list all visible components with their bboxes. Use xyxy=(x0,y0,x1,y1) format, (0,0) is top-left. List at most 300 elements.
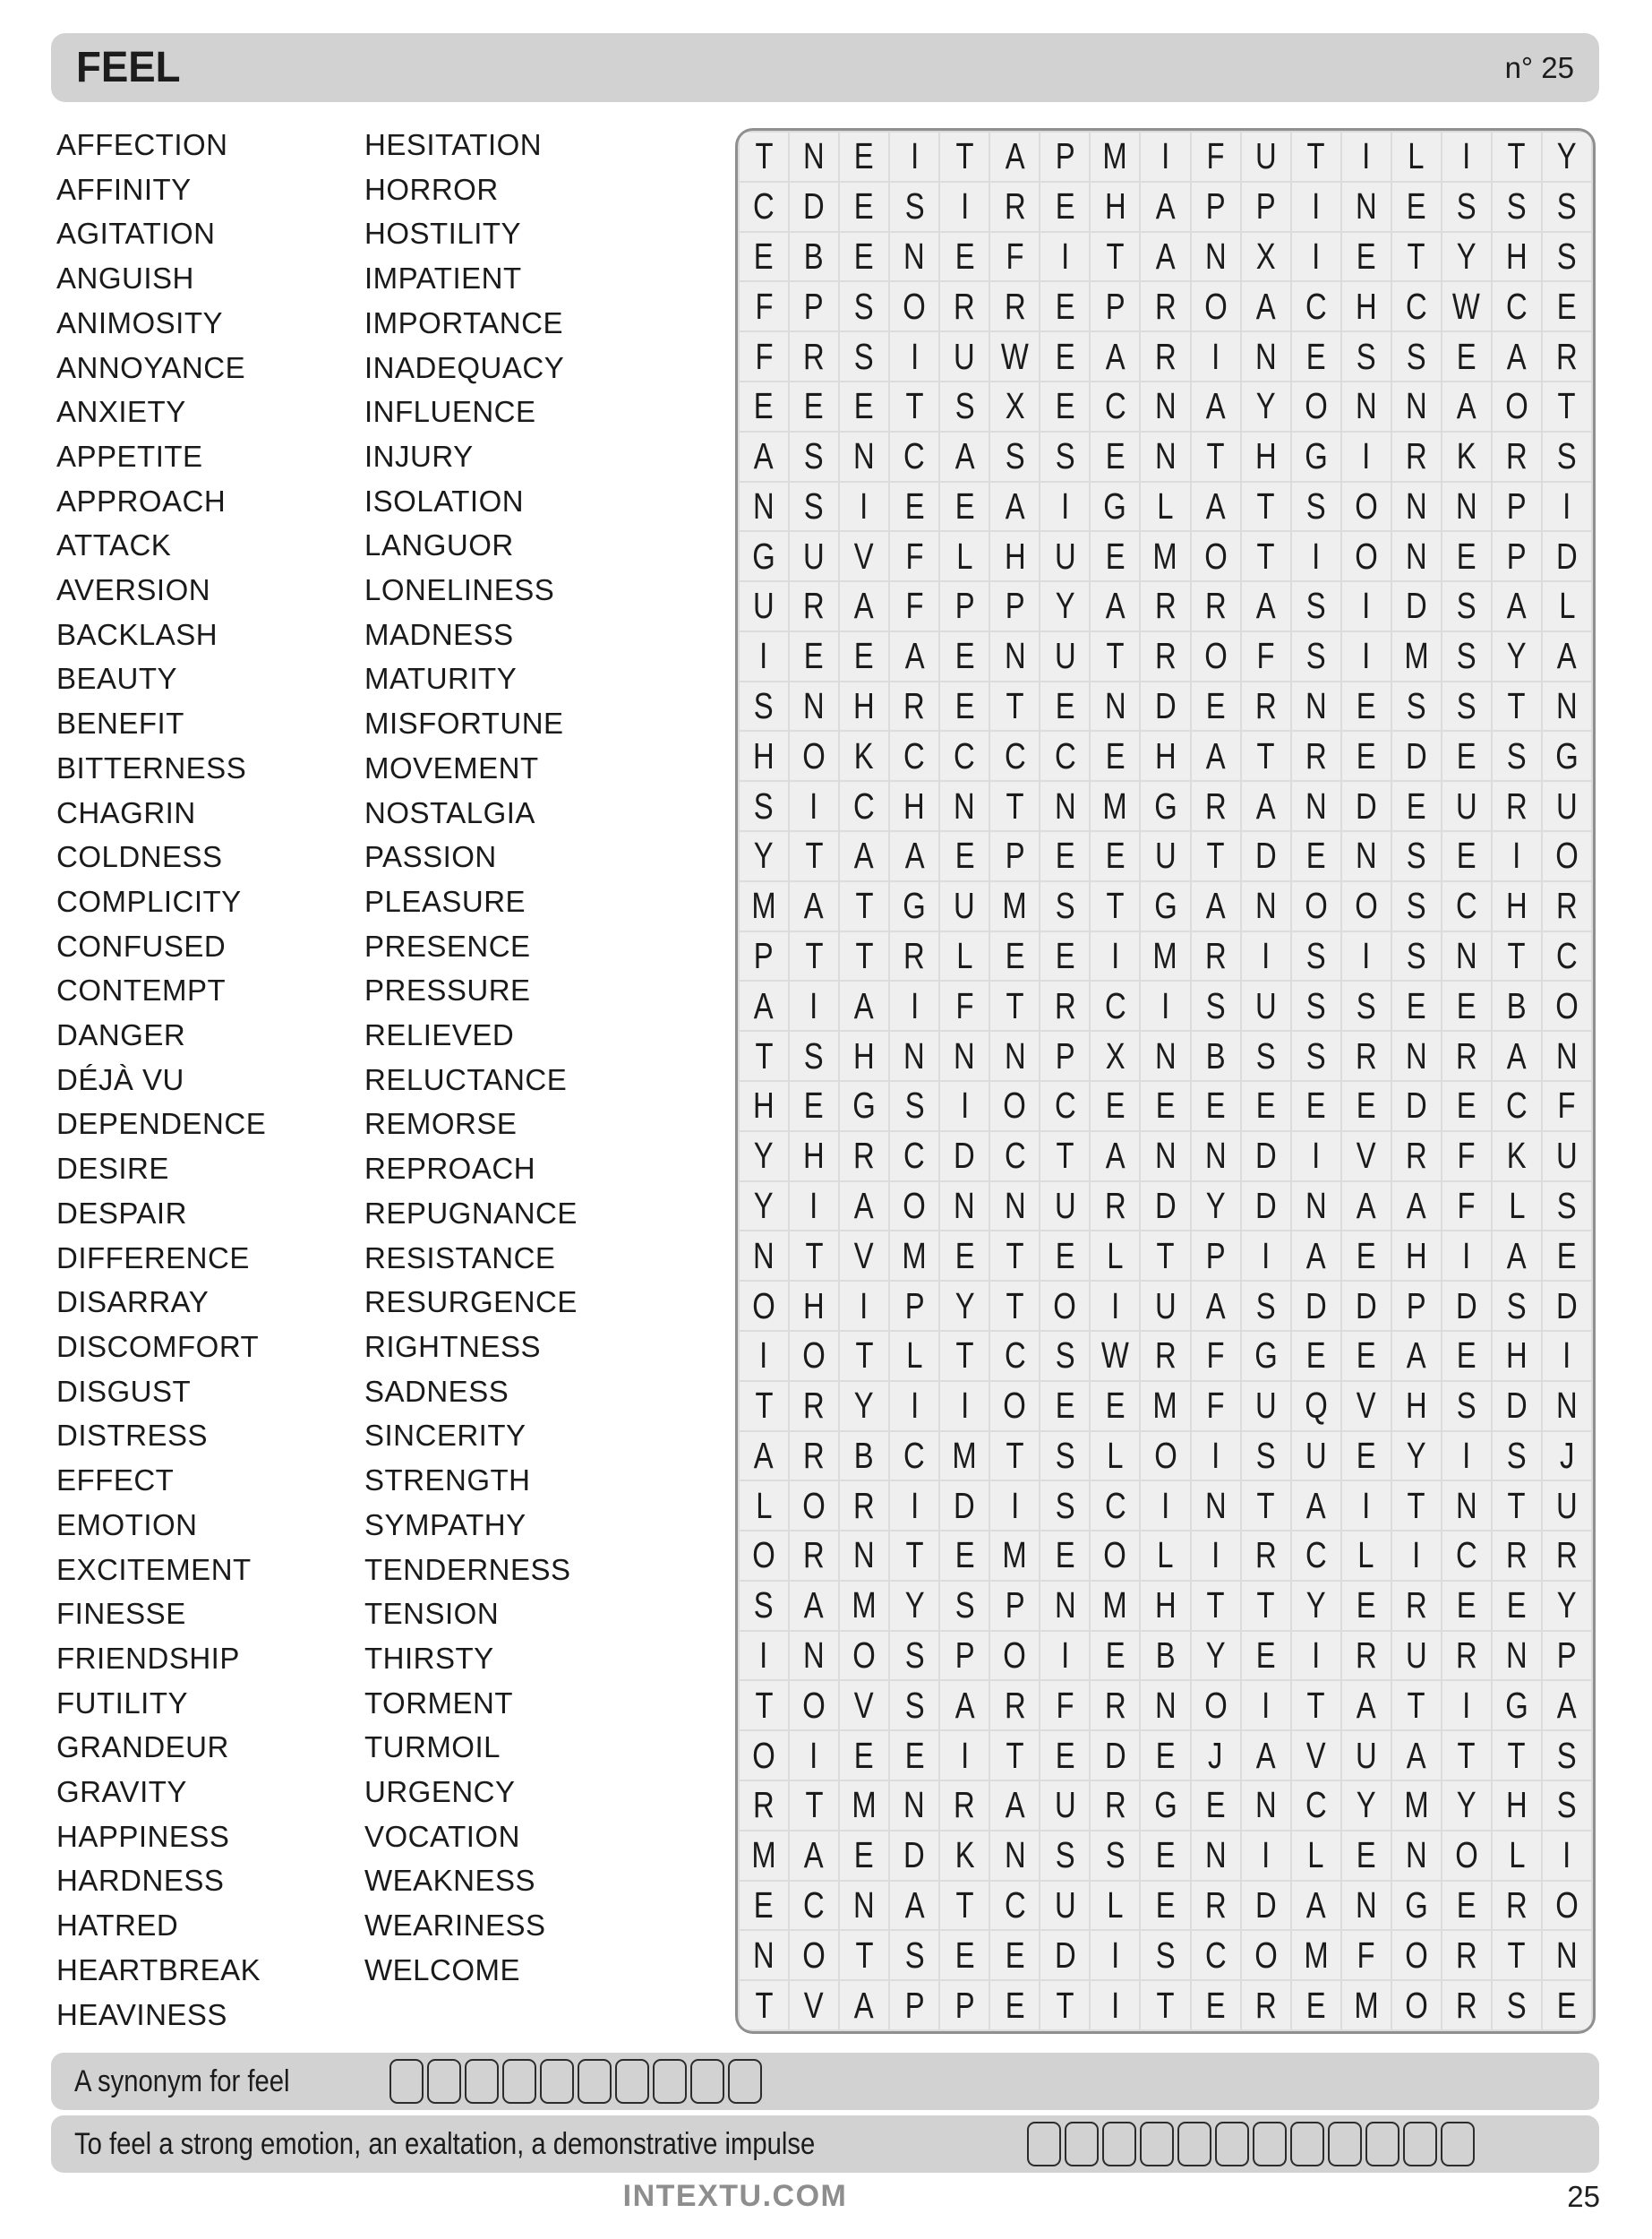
grid-cell[interactable] xyxy=(940,282,989,330)
grid-cell[interactable] xyxy=(1141,1432,1189,1480)
grid-cell[interactable] xyxy=(1543,183,1591,231)
grid-cell[interactable] xyxy=(990,1332,1039,1380)
grid-cell[interactable] xyxy=(1040,433,1089,481)
grid-cell[interactable] xyxy=(790,133,838,181)
grid-cell[interactable] xyxy=(840,1931,888,1979)
grid-cell[interactable] xyxy=(1040,1882,1089,1930)
grid-cell[interactable] xyxy=(1091,632,1139,681)
grid-cell[interactable] xyxy=(1493,832,1541,880)
grid-cell[interactable] xyxy=(1392,1082,1441,1130)
grid-cell[interactable] xyxy=(1141,882,1189,931)
grid-cell[interactable] xyxy=(1192,982,1240,1030)
grid-cell[interactable] xyxy=(1342,982,1391,1030)
grid-cell[interactable] xyxy=(1192,1231,1240,1280)
grid-cell[interactable] xyxy=(990,1531,1039,1580)
grid-cell[interactable] xyxy=(790,1231,838,1280)
answer-box[interactable] xyxy=(1102,2122,1136,2166)
grid-cell[interactable] xyxy=(1392,1132,1441,1180)
grid-cell[interactable] xyxy=(940,782,989,830)
grid-cell[interactable] xyxy=(1242,532,1290,580)
grid-cell[interactable] xyxy=(890,932,938,981)
grid-cell[interactable] xyxy=(1493,1481,1541,1530)
grid-cell[interactable] xyxy=(890,332,938,381)
grid-cell[interactable] xyxy=(1091,183,1139,231)
grid-cell[interactable] xyxy=(890,1182,938,1231)
grid-cell[interactable] xyxy=(1543,1231,1591,1280)
grid-cell[interactable] xyxy=(1392,183,1441,231)
grid-cell[interactable] xyxy=(1292,1182,1340,1231)
grid-cell[interactable] xyxy=(740,1231,788,1280)
grid-cell[interactable] xyxy=(740,882,788,931)
grid-cell[interactable] xyxy=(940,483,989,531)
grid-cell[interactable] xyxy=(740,1531,788,1580)
grid-cell[interactable] xyxy=(940,1332,989,1380)
grid-cell[interactable] xyxy=(1442,1832,1491,1880)
grid-cell[interactable] xyxy=(1091,1531,1139,1580)
grid-cell[interactable] xyxy=(1493,183,1541,231)
grid-cell[interactable] xyxy=(1342,532,1391,580)
grid-cell[interactable] xyxy=(1192,582,1240,631)
grid-cell[interactable] xyxy=(1141,183,1189,231)
grid-cell[interactable] xyxy=(1342,332,1391,381)
grid-cell[interactable] xyxy=(1493,1032,1541,1080)
grid-cell[interactable] xyxy=(1091,1781,1139,1830)
grid-cell[interactable] xyxy=(990,1282,1039,1330)
grid-cell[interactable] xyxy=(1442,732,1491,780)
grid-cell[interactable] xyxy=(1292,1681,1340,1729)
grid-cell[interactable] xyxy=(1040,1382,1089,1430)
grid-cell[interactable] xyxy=(1392,582,1441,631)
grid-cell[interactable] xyxy=(940,932,989,981)
answer-box[interactable] xyxy=(427,2059,461,2104)
grid-cell[interactable] xyxy=(1040,682,1089,731)
grid-cell[interactable] xyxy=(1141,1132,1189,1180)
grid-cell[interactable] xyxy=(1342,483,1391,531)
grid-cell[interactable] xyxy=(990,133,1039,181)
grid-cell[interactable] xyxy=(1493,1432,1541,1480)
grid-cell[interactable] xyxy=(1392,1582,1441,1630)
grid-cell[interactable] xyxy=(1292,1132,1340,1180)
grid-cell[interactable] xyxy=(1192,832,1240,880)
grid-cell[interactable] xyxy=(1192,1731,1240,1780)
grid-cell[interactable] xyxy=(840,1382,888,1430)
grid-cell[interactable] xyxy=(790,433,838,481)
grid-cell[interactable] xyxy=(1543,1382,1591,1430)
grid-cell[interactable] xyxy=(790,1282,838,1330)
grid-cell[interactable] xyxy=(940,682,989,731)
grid-cell[interactable] xyxy=(840,1531,888,1580)
grid-cell[interactable] xyxy=(1493,1282,1541,1330)
grid-cell[interactable] xyxy=(740,682,788,731)
grid-cell[interactable] xyxy=(740,1632,788,1680)
grid-cell[interactable] xyxy=(1342,1481,1391,1530)
grid-cell[interactable] xyxy=(790,782,838,830)
grid-cell[interactable] xyxy=(1091,1082,1139,1130)
grid-cell[interactable] xyxy=(1543,282,1591,330)
grid-cell[interactable] xyxy=(840,1731,888,1780)
grid-cell[interactable] xyxy=(1543,1731,1591,1780)
grid-cell[interactable] xyxy=(940,582,989,631)
answer-box[interactable] xyxy=(1328,2122,1362,2166)
grid-cell[interactable] xyxy=(1342,932,1391,981)
grid-cell[interactable] xyxy=(1292,433,1340,481)
grid-cell[interactable] xyxy=(1292,1582,1340,1630)
grid-cell[interactable] xyxy=(790,483,838,531)
grid-cell[interactable] xyxy=(990,1481,1039,1530)
grid-cell[interactable] xyxy=(1442,382,1491,431)
grid-cell[interactable] xyxy=(840,1582,888,1630)
grid-cell[interactable] xyxy=(1192,1382,1240,1430)
grid-cell[interactable] xyxy=(1442,1282,1491,1330)
grid-cell[interactable] xyxy=(1292,1882,1340,1930)
grid-cell[interactable] xyxy=(1442,632,1491,681)
grid-cell[interactable] xyxy=(740,1681,788,1729)
grid-cell[interactable] xyxy=(790,1681,838,1729)
grid-cell[interactable] xyxy=(940,1082,989,1130)
grid-cell[interactable] xyxy=(1192,133,1240,181)
grid-cell[interactable] xyxy=(990,1781,1039,1830)
grid-cell[interactable] xyxy=(1292,582,1340,631)
grid-cell[interactable] xyxy=(1141,1382,1189,1430)
grid-cell[interactable] xyxy=(1141,483,1189,531)
grid-cell[interactable] xyxy=(940,1681,989,1729)
grid-cell[interactable] xyxy=(1493,1981,1541,2029)
grid-cell[interactable] xyxy=(990,1231,1039,1280)
grid-cell[interactable] xyxy=(790,233,838,281)
grid-cell[interactable] xyxy=(1141,1182,1189,1231)
grid-cell[interactable] xyxy=(940,1382,989,1430)
grid-cell[interactable] xyxy=(740,1882,788,1930)
grid-cell[interactable] xyxy=(1242,332,1290,381)
grid-cell[interactable] xyxy=(1292,832,1340,880)
grid-cell[interactable] xyxy=(1091,1981,1139,2029)
grid-cell[interactable] xyxy=(990,982,1039,1030)
grid-cell[interactable] xyxy=(1493,682,1541,731)
grid-cell[interactable] xyxy=(890,1132,938,1180)
grid-cell[interactable] xyxy=(940,133,989,181)
grid-cell[interactable] xyxy=(1192,782,1240,830)
grid-cell[interactable] xyxy=(740,233,788,281)
grid-cell[interactable] xyxy=(1493,1582,1541,1630)
grid-cell[interactable] xyxy=(1091,1231,1139,1280)
grid-cell[interactable] xyxy=(1292,1082,1340,1130)
grid-cell[interactable] xyxy=(1342,1781,1391,1830)
grid-cell[interactable] xyxy=(990,732,1039,780)
grid-cell[interactable] xyxy=(1192,1432,1240,1480)
grid-cell[interactable] xyxy=(1442,882,1491,931)
grid-cell[interactable] xyxy=(990,1632,1039,1680)
grid-cell[interactable] xyxy=(890,532,938,580)
grid-cell[interactable] xyxy=(740,1332,788,1380)
grid-cell[interactable] xyxy=(1040,1781,1089,1830)
grid-cell[interactable] xyxy=(740,832,788,880)
grid-cell[interactable] xyxy=(890,1032,938,1080)
grid-cell[interactable] xyxy=(1493,1231,1541,1280)
grid-cell[interactable] xyxy=(890,732,938,780)
grid-cell[interactable] xyxy=(1543,1931,1591,1979)
grid-cell[interactable] xyxy=(740,1282,788,1330)
grid-cell[interactable] xyxy=(1242,382,1290,431)
grid-cell[interactable] xyxy=(840,233,888,281)
grid-cell[interactable] xyxy=(740,532,788,580)
grid-cell[interactable] xyxy=(1392,332,1441,381)
grid-cell[interactable] xyxy=(790,1332,838,1380)
grid-cell[interactable] xyxy=(1292,882,1340,931)
grid-cell[interactable] xyxy=(890,282,938,330)
grid-cell[interactable] xyxy=(1493,1681,1541,1729)
grid-cell[interactable] xyxy=(1091,1832,1139,1880)
grid-cell[interactable] xyxy=(1091,1332,1139,1380)
grid-cell[interactable] xyxy=(1192,1032,1240,1080)
grid-cell[interactable] xyxy=(790,632,838,681)
grid-cell[interactable] xyxy=(1392,1681,1441,1729)
grid-cell[interactable] xyxy=(1141,1981,1189,2029)
grid-cell[interactable] xyxy=(1493,582,1541,631)
grid-cell[interactable] xyxy=(1543,1282,1591,1330)
grid-cell[interactable] xyxy=(1040,832,1089,880)
grid-cell[interactable] xyxy=(790,382,838,431)
grid-cell[interactable] xyxy=(940,1931,989,1979)
grid-cell[interactable] xyxy=(1141,332,1189,381)
grid-cell[interactable] xyxy=(1141,1082,1189,1130)
grid-cell[interactable] xyxy=(1040,1731,1089,1780)
grid-cell[interactable] xyxy=(1543,682,1591,731)
grid-cell[interactable] xyxy=(840,282,888,330)
grid-cell[interactable] xyxy=(1242,1282,1290,1330)
grid-cell[interactable] xyxy=(1392,732,1441,780)
grid-cell[interactable] xyxy=(1242,483,1290,531)
grid-cell[interactable] xyxy=(990,1132,1039,1180)
grid-cell[interactable] xyxy=(1342,1582,1391,1630)
grid-cell[interactable] xyxy=(1342,1332,1391,1380)
grid-cell[interactable] xyxy=(890,682,938,731)
grid-cell[interactable] xyxy=(990,1582,1039,1630)
grid-cell[interactable] xyxy=(1392,632,1441,681)
grid-cell[interactable] xyxy=(1292,1632,1340,1680)
grid-cell[interactable] xyxy=(790,832,838,880)
grid-cell[interactable] xyxy=(1442,332,1491,381)
grid-cell[interactable] xyxy=(740,1182,788,1231)
grid-cell[interactable] xyxy=(990,882,1039,931)
grid-cell[interactable] xyxy=(1091,1882,1139,1930)
grid-cell[interactable] xyxy=(790,1632,838,1680)
grid-cell[interactable] xyxy=(1192,233,1240,281)
grid-cell[interactable] xyxy=(890,1481,938,1530)
grid-cell[interactable] xyxy=(890,1832,938,1880)
grid-cell[interactable] xyxy=(840,433,888,481)
grid-cell[interactable] xyxy=(890,632,938,681)
grid-cell[interactable] xyxy=(1442,982,1491,1030)
grid-cell[interactable] xyxy=(1091,682,1139,731)
grid-cell[interactable] xyxy=(1242,1032,1290,1080)
grid-cell[interactable] xyxy=(840,1681,888,1729)
grid-cell[interactable] xyxy=(740,1432,788,1480)
grid-cell[interactable] xyxy=(1342,1931,1391,1979)
grid-cell[interactable] xyxy=(1442,1481,1491,1530)
grid-cell[interactable] xyxy=(940,982,989,1030)
grid-cell[interactable] xyxy=(1040,1681,1089,1729)
answer-box[interactable] xyxy=(1065,2122,1099,2166)
grid-cell[interactable] xyxy=(840,1231,888,1280)
grid-cell[interactable] xyxy=(1543,1882,1591,1930)
grid-cell[interactable] xyxy=(1493,782,1541,830)
grid-cell[interactable] xyxy=(890,1531,938,1580)
grid-cell[interactable] xyxy=(1141,632,1189,681)
grid-cell[interactable] xyxy=(1342,282,1391,330)
grid-cell[interactable] xyxy=(1040,133,1089,181)
grid-cell[interactable] xyxy=(1392,782,1441,830)
grid-cell[interactable] xyxy=(1392,932,1441,981)
grid-cell[interactable] xyxy=(1392,1981,1441,2029)
grid-cell[interactable] xyxy=(1192,732,1240,780)
grid-cell[interactable] xyxy=(790,582,838,631)
grid-cell[interactable] xyxy=(1040,1531,1089,1580)
grid-cell[interactable] xyxy=(1192,282,1240,330)
grid-cell[interactable] xyxy=(1342,732,1391,780)
grid-cell[interactable] xyxy=(1342,1382,1391,1430)
grid-cell[interactable] xyxy=(1442,1681,1491,1729)
grid-cell[interactable] xyxy=(1392,1882,1441,1930)
grid-cell[interactable] xyxy=(840,832,888,880)
grid-cell[interactable] xyxy=(1392,133,1441,181)
grid-cell[interactable] xyxy=(990,632,1039,681)
grid-cell[interactable] xyxy=(1493,1832,1541,1880)
grid-cell[interactable] xyxy=(740,932,788,981)
grid-cell[interactable] xyxy=(1141,582,1189,631)
grid-cell[interactable] xyxy=(790,982,838,1030)
grid-cell[interactable] xyxy=(1292,1332,1340,1380)
grid-cell[interactable] xyxy=(1292,1382,1340,1430)
grid-cell[interactable] xyxy=(1141,1731,1189,1780)
grid-cell[interactable] xyxy=(1342,582,1391,631)
grid-cell[interactable] xyxy=(1493,1531,1541,1580)
grid-cell[interactable] xyxy=(1342,632,1391,681)
grid-cell[interactable] xyxy=(840,133,888,181)
answer-box[interactable] xyxy=(1365,2122,1399,2166)
grid-cell[interactable] xyxy=(990,332,1039,381)
answer-box[interactable] xyxy=(1253,2122,1287,2166)
grid-cell[interactable] xyxy=(1091,332,1139,381)
grid-cell[interactable] xyxy=(1292,682,1340,731)
grid-cell[interactable] xyxy=(1040,332,1089,381)
grid-cell[interactable] xyxy=(1040,732,1089,780)
grid-cell[interactable] xyxy=(1292,1731,1340,1780)
grid-cell[interactable] xyxy=(1342,433,1391,481)
grid-cell[interactable] xyxy=(1392,1231,1441,1280)
grid-cell[interactable] xyxy=(740,1582,788,1630)
grid-cell[interactable] xyxy=(740,1382,788,1430)
grid-cell[interactable] xyxy=(1242,632,1290,681)
grid-cell[interactable] xyxy=(1342,133,1391,181)
grid-cell[interactable] xyxy=(1292,233,1340,281)
grid-cell[interactable] xyxy=(790,1182,838,1231)
grid-cell[interactable] xyxy=(1292,1481,1340,1530)
grid-cell[interactable] xyxy=(990,1032,1039,1080)
grid-cell[interactable] xyxy=(840,782,888,830)
grid-cell[interactable] xyxy=(1091,433,1139,481)
grid-cell[interactable] xyxy=(1392,1282,1441,1330)
grid-cell[interactable] xyxy=(940,732,989,780)
grid-cell[interactable] xyxy=(890,133,938,181)
grid-cell[interactable] xyxy=(1543,1082,1591,1130)
grid-cell[interactable] xyxy=(1392,982,1441,1030)
grid-cell[interactable] xyxy=(990,483,1039,531)
grid-cell[interactable] xyxy=(1192,1332,1240,1380)
grid-cell[interactable] xyxy=(1141,732,1189,780)
grid-cell[interactable] xyxy=(1543,982,1591,1030)
grid-cell[interactable] xyxy=(1543,1582,1591,1630)
grid-cell[interactable] xyxy=(1292,932,1340,981)
grid-cell[interactable] xyxy=(1192,1832,1240,1880)
grid-cell[interactable] xyxy=(990,1731,1039,1780)
grid-cell[interactable] xyxy=(1342,782,1391,830)
grid-cell[interactable] xyxy=(1242,782,1290,830)
grid-cell[interactable] xyxy=(1493,433,1541,481)
grid-cell[interactable] xyxy=(1091,483,1139,531)
grid-cell[interactable] xyxy=(1292,1231,1340,1280)
grid-cell[interactable] xyxy=(1442,1731,1491,1780)
grid-cell[interactable] xyxy=(1493,1731,1541,1780)
grid-cell[interactable] xyxy=(790,282,838,330)
grid-cell[interactable] xyxy=(1141,1781,1189,1830)
grid-cell[interactable] xyxy=(1342,1731,1391,1780)
grid-cell[interactable] xyxy=(1493,982,1541,1030)
grid-cell[interactable] xyxy=(790,1882,838,1930)
grid-cell[interactable] xyxy=(1342,183,1391,231)
grid-cell[interactable] xyxy=(1442,1781,1491,1830)
grid-cell[interactable] xyxy=(1242,1332,1290,1380)
grid-cell[interactable] xyxy=(1442,582,1491,631)
grid-cell[interactable] xyxy=(790,682,838,731)
grid-cell[interactable] xyxy=(940,1132,989,1180)
grid-cell[interactable] xyxy=(1342,1182,1391,1231)
grid-cell[interactable] xyxy=(1040,1182,1089,1231)
grid-cell[interactable] xyxy=(790,332,838,381)
grid-cell[interactable] xyxy=(990,183,1039,231)
grid-cell[interactable] xyxy=(1242,1731,1290,1780)
grid-cell[interactable] xyxy=(1493,1082,1541,1130)
grid-cell[interactable] xyxy=(1192,483,1240,531)
answer-box[interactable] xyxy=(615,2059,649,2104)
grid-cell[interactable] xyxy=(1292,183,1340,231)
grid-cell[interactable] xyxy=(1543,1432,1591,1480)
grid-cell[interactable] xyxy=(1493,882,1541,931)
grid-cell[interactable] xyxy=(790,1981,838,2029)
grid-cell[interactable] xyxy=(1141,1481,1189,1530)
grid-cell[interactable] xyxy=(990,1832,1039,1880)
grid-cell[interactable] xyxy=(1392,882,1441,931)
grid-cell[interactable] xyxy=(1242,233,1290,281)
grid-cell[interactable] xyxy=(940,1032,989,1080)
grid-cell[interactable] xyxy=(840,1882,888,1930)
grid-cell[interactable] xyxy=(890,1681,938,1729)
grid-cell[interactable] xyxy=(740,1132,788,1180)
grid-cell[interactable] xyxy=(940,1582,989,1630)
grid-cell[interactable] xyxy=(1242,682,1290,731)
grid-cell[interactable] xyxy=(1342,1632,1391,1680)
grid-cell[interactable] xyxy=(890,483,938,531)
grid-cell[interactable] xyxy=(790,1032,838,1080)
grid-cell[interactable] xyxy=(740,1981,788,2029)
grid-cell[interactable] xyxy=(1442,532,1491,580)
grid-cell[interactable] xyxy=(1442,282,1491,330)
grid-cell[interactable] xyxy=(740,1781,788,1830)
grid-cell[interactable] xyxy=(1141,1282,1189,1330)
grid-cell[interactable] xyxy=(1192,682,1240,731)
grid-cell[interactable] xyxy=(1242,1832,1290,1880)
grid-cell[interactable] xyxy=(1442,1531,1491,1580)
grid-cell[interactable] xyxy=(1392,1481,1441,1530)
